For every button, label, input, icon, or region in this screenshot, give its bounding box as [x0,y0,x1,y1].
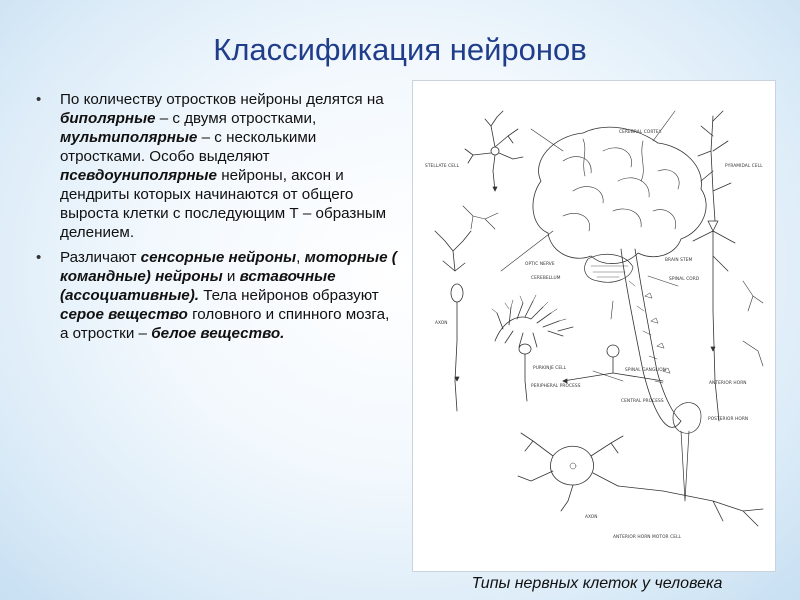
bullet-text: – с двумя отростками, [155,110,317,127]
label-spinal-cord: SPINAL CORD [669,277,700,282]
emphasized-term: моторные ( командные) нейроны [60,249,397,285]
pyramidal-cell [693,111,735,421]
bullet-text: По количеству отростков нейроны делятся на [60,91,384,108]
label-optic-nerve: OPTIC NERVE [525,262,555,267]
label-anterior-horn-motor-cell: ANTERIOR HORN MOTOR CELL [613,535,682,540]
neuron-diagram [413,81,775,571]
label-brain-stem: BRAIN STEM [665,258,693,263]
emphasized-term: биполярные [60,110,156,127]
slide-title: Классификация нейронов [213,32,587,67]
neuron-types-figure [412,80,776,572]
label-cerebellum: CEREBELLUM [531,276,561,281]
emphasized-term: псевдоуниполярные [60,167,217,184]
label-axon-bottom: AXON [585,515,598,520]
emphasized-term: серое вещество [60,306,188,323]
bullet-text: – с несколькими отростками. Особо выделяют [60,129,317,165]
label-posterior-horn: POSTERIOR HORN [708,417,749,422]
brain-outline [533,127,706,263]
label-pyramidal-cell: PYRAMIDAL CELL [725,164,763,169]
bullet-text: и [222,268,240,285]
spinal-cord-section [673,403,701,434]
figure-caption: Типы нервных клеток у человека [471,575,723,592]
label-peripheral-process: PERIPHERAL PROCESS [531,384,581,389]
motor-neuron [518,433,763,526]
label-purkinje-cell: PURKINJE CELL [533,366,567,371]
emphasized-term: белое вещество. [151,325,285,342]
bullet-paragraph [60,248,400,343]
label-axon-left: AXON [435,321,448,326]
bullet-text: , [296,249,305,266]
pseudounipolar-cell [563,345,663,383]
label-spinal-ganglion: SPINAL GANGLION [625,368,667,373]
label-central-process: CENTRAL PROCESS [621,399,664,404]
label-anterior-horn: ANTERIOR HORN [709,381,747,386]
emphasized-term: сенсорные нейроны [140,249,297,266]
bullet-text: Тела нейронов образуют [199,287,379,304]
bullet-text: головного и спинного мозга, а отростки – [60,306,390,342]
stellate-cell [465,111,523,191]
label-cerebral-cortex: CEREBRAL CORTEX [619,130,662,135]
emphasized-term: мультиполярные [60,129,198,146]
emphasized-term: вставочные (ассоциативные). [60,268,336,304]
label-stellate-cell: STELLATE CELL [425,164,460,169]
bullet-text: Различают [60,249,141,266]
text-body [60,90,400,349]
bullet-paragraph [60,90,400,242]
bullet-text: нейроны, аксон и дендриты которых начинаются от общего выроста клетки с последующим Т – образным делением. [60,167,387,241]
